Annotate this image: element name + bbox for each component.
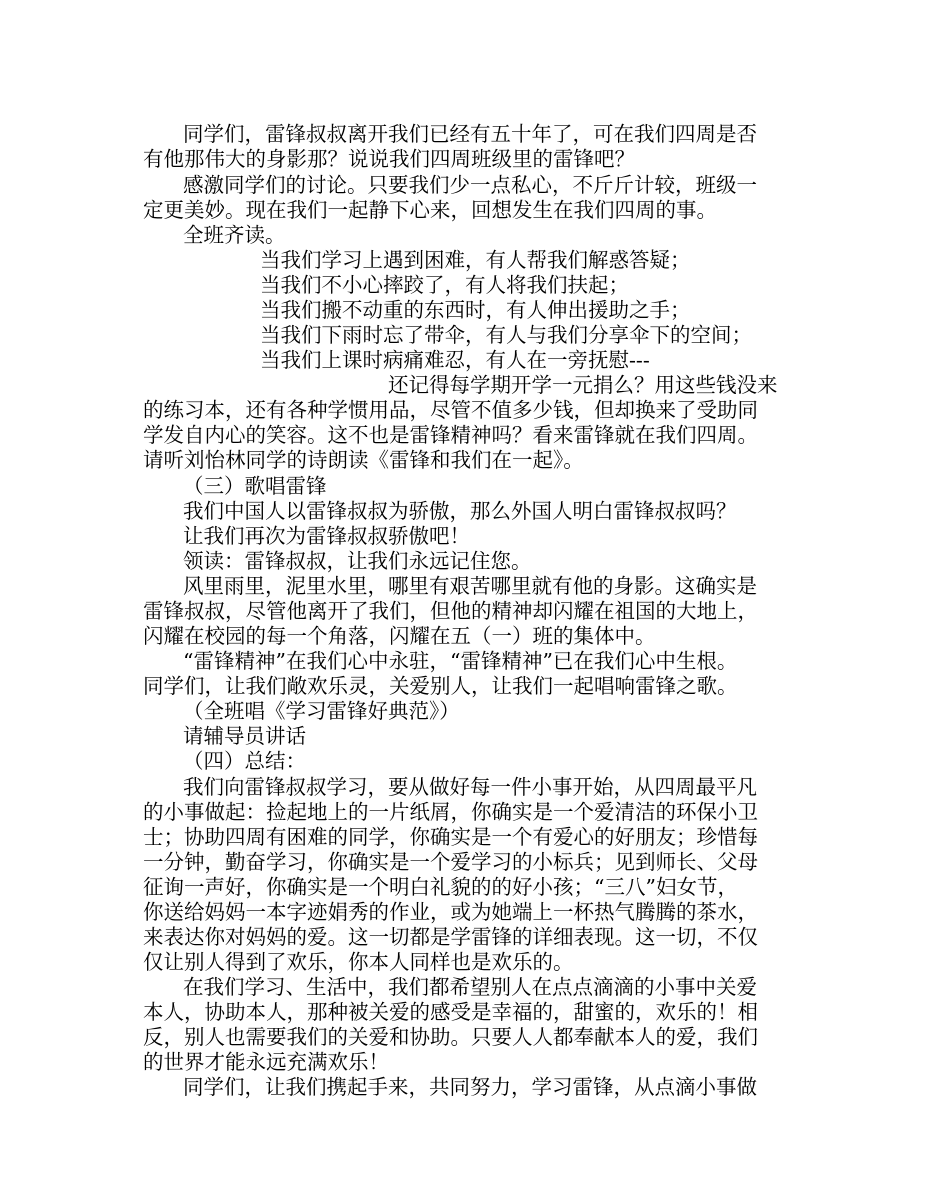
- text-line: 感激同学们的讨论。只要我们少一点私心，不斤斤计较，班级一: [183, 173, 757, 197]
- text-line: 风里雨里，泥里水里，哪里有艰苦哪里就有他的身影。这确实是: [183, 574, 757, 598]
- text-line: 雷锋叔叔，尽管他离开了我们，但他的精神却闪耀在祖国的大地上，: [143, 599, 758, 623]
- text-line: 的练习本，还有各种学惯用品，尽管不值多少钱，但却换来了受助同: [143, 398, 758, 422]
- text-line: 让我们再次为雷锋叔叔骄傲吧！: [183, 524, 470, 548]
- text-line: 你送给妈妈一本字迹娟秀的作业，或为她端上一杯热气腾腾的茶水，: [143, 900, 758, 924]
- text-line: （全班唱《学习雷锋好典范》）: [183, 699, 460, 723]
- text-line: 的小事做起：捡起地上的一片纸屑，你确实是一个爱清洁的环保小卫: [143, 800, 758, 824]
- text-line: 当我们不小心摔跤了，有人将我们扶起；: [260, 273, 629, 297]
- text-line: 当我们搬不动重的东西时，有人伸出援助之手；: [260, 298, 691, 322]
- text-line: 我们向雷锋叔叔学习，要从做好每一件小事开始，从四周最平凡: [183, 775, 757, 799]
- text-line: 当我们学习上遇到困难，有人帮我们解惑答疑；: [260, 248, 691, 272]
- text-line: 请辅导员讲话: [183, 724, 306, 748]
- section-heading: （四）总结：: [183, 749, 306, 773]
- text-line: 学发自内心的笑容。这不也是雷锋精神吗？看来雷锋就在我们四周。: [143, 423, 758, 447]
- text-line: 还记得每学期开学一元捐么？用这些钱没来: [388, 373, 778, 397]
- text-line: 当我们上课时病痛难忍，有人在一旁抚慰---: [260, 348, 650, 372]
- text-line: 我们中国人以雷锋叔叔为骄傲，那么外国人明白雷锋叔叔吗？: [183, 499, 737, 523]
- text-line: 当我们下雨时忘了带伞，有人与我们分享伞下的空间；: [260, 323, 752, 347]
- text-line: 一分钟，勤奋学习，你确实是一个爱学习的小标兵；见到师长、父母: [143, 850, 758, 874]
- text-line: 来表达你对妈妈的爱。这一切都是学雷锋的详细表现。这一切，不仅: [143, 925, 758, 949]
- text-line: 有他那伟大的身影那？说说我们四周班级里的雷锋吧？: [143, 147, 635, 171]
- text-line: 领读：雷锋叔叔，让我们永远记住您。: [183, 549, 532, 573]
- text-line: 闪耀在校园的每一个角落，闪耀在五（一）班的集体中。: [143, 624, 656, 648]
- text-line: 反，别人也需要我们的关爱和协助。只要人人都奉献本人的爱，我们: [143, 1025, 758, 1049]
- text-line: 士；协助四周有困难的同学，你确实是一个有爱心的好朋友；珍惜每: [143, 825, 758, 849]
- text-line: 的世界才能永远充满欢乐！: [143, 1050, 389, 1074]
- text-line: 全班齐读。: [183, 223, 286, 247]
- text-line: “雷锋精神”在我们心中永驻，“雷锋精神”已在我们心中生根。: [183, 649, 738, 673]
- text-line: 征询一声好，你确实是一个明白礼貌的的好小孩；“三八”妇女节，: [143, 875, 738, 899]
- text-line: 在我们学习、生活中，我们都希望别人在点点滴滴的小事中关爱: [183, 975, 757, 999]
- section-heading: （三）歌唱雷锋: [183, 474, 327, 498]
- text-line: 定更美妙。现在我们一起静下心来，回想发生在我们四周的事。: [143, 198, 717, 222]
- text-line: 同学们，让我们携起手来，共同努力，学习雷锋，从点滴小事做: [183, 1075, 757, 1099]
- text-line: 同学们，让我们敞欢乐灵，关爱别人，让我们一起唱响雷锋之歌。: [143, 674, 738, 698]
- text-line: 本人，协助本人，那种被关爱的感受是幸福的，甜蜜的，欢乐的！相: [143, 1000, 758, 1024]
- text-line: 同学们，雷锋叔叔离开我们已经有五十年了，可在我们四周是否: [183, 122, 757, 146]
- text-line: 仅让别人得到了欢乐，你本人同样也是欢乐的。: [143, 950, 574, 974]
- text-line: 请听刘怡林同学的诗朗读《雷锋和我们在一起》。: [143, 448, 584, 472]
